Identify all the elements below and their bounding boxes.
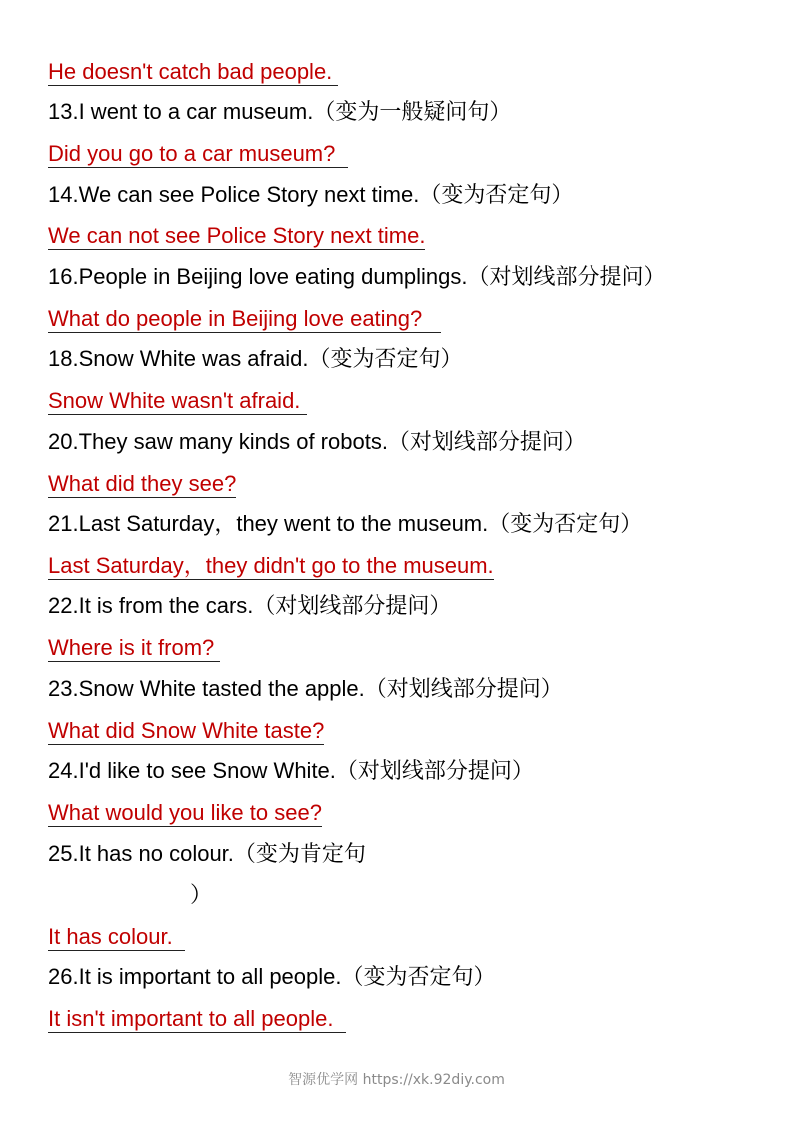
answer-line (48, 627, 768, 668)
question-line: 25.It has no colour.（变为肯定句 (48, 840, 366, 866)
question-line-wrap (48, 874, 768, 915)
answer-line (48, 50, 768, 91)
answer-text: It has colour. (48, 923, 185, 949)
question-line: 14.We can see Police Story next time.（变为否定句） (48, 181, 574, 207)
answer-line (48, 462, 768, 503)
answer-line (48, 544, 768, 585)
closing-paren: ） (190, 881, 213, 907)
answer-line (48, 709, 768, 750)
answer-text: Did you go to a car museum? (48, 141, 348, 167)
answer-text: What do people in Beijing love eating? (48, 305, 441, 331)
question-line: 21.Last Saturday，they went to the museum.（变为否定句） (48, 511, 643, 537)
answer-text: Where is it from? (48, 635, 221, 661)
answer-line (48, 915, 768, 956)
question-line: 22.It is from the cars.（对划线部分提问） (48, 593, 452, 619)
answer-text: What did Snow White taste? (48, 717, 325, 743)
answer-text: Last Saturday，they didn't go to the museum. (48, 552, 494, 578)
question-line: 24.I'd like to see Snow White.（对划线部分提问） (48, 758, 534, 784)
answer-line (48, 132, 768, 173)
question-line: 13.I went to a car museum.（变为一般疑问句） (48, 99, 512, 125)
answer-text: It isn't important to all people. (48, 1006, 346, 1031)
question-line: 20.They saw many kinds of robots.（对划线部分提问） (48, 428, 586, 454)
answer-text: What did they see? (48, 470, 237, 496)
answer-line (48, 297, 768, 338)
answer-text: We can not see Police Story next time. (48, 223, 426, 249)
answer-line (48, 380, 768, 421)
answer-line (48, 997, 768, 1038)
answer-text: Snow White wasn't afraid. (48, 388, 307, 414)
question-line: 18.Snow White was afraid.（变为否定句） (48, 346, 463, 372)
document-body (48, 50, 768, 1039)
answer-line (48, 215, 768, 256)
question-line: 26.It is important to all people.（变为否定句） (48, 964, 496, 990)
question-line: 16.People in Beijing love eating dumplings.（对划线部分提问） (48, 263, 666, 289)
page-footer: 智源优学网 https://xk.92diy.com (288, 1072, 505, 1088)
answer-line (48, 791, 768, 832)
answer-text: He doesn't catch bad people. (48, 58, 339, 84)
question-line: 23.Snow White tasted the apple.（对划线部分提问） (48, 675, 563, 701)
answer-text: What would you like to see? (48, 800, 322, 826)
